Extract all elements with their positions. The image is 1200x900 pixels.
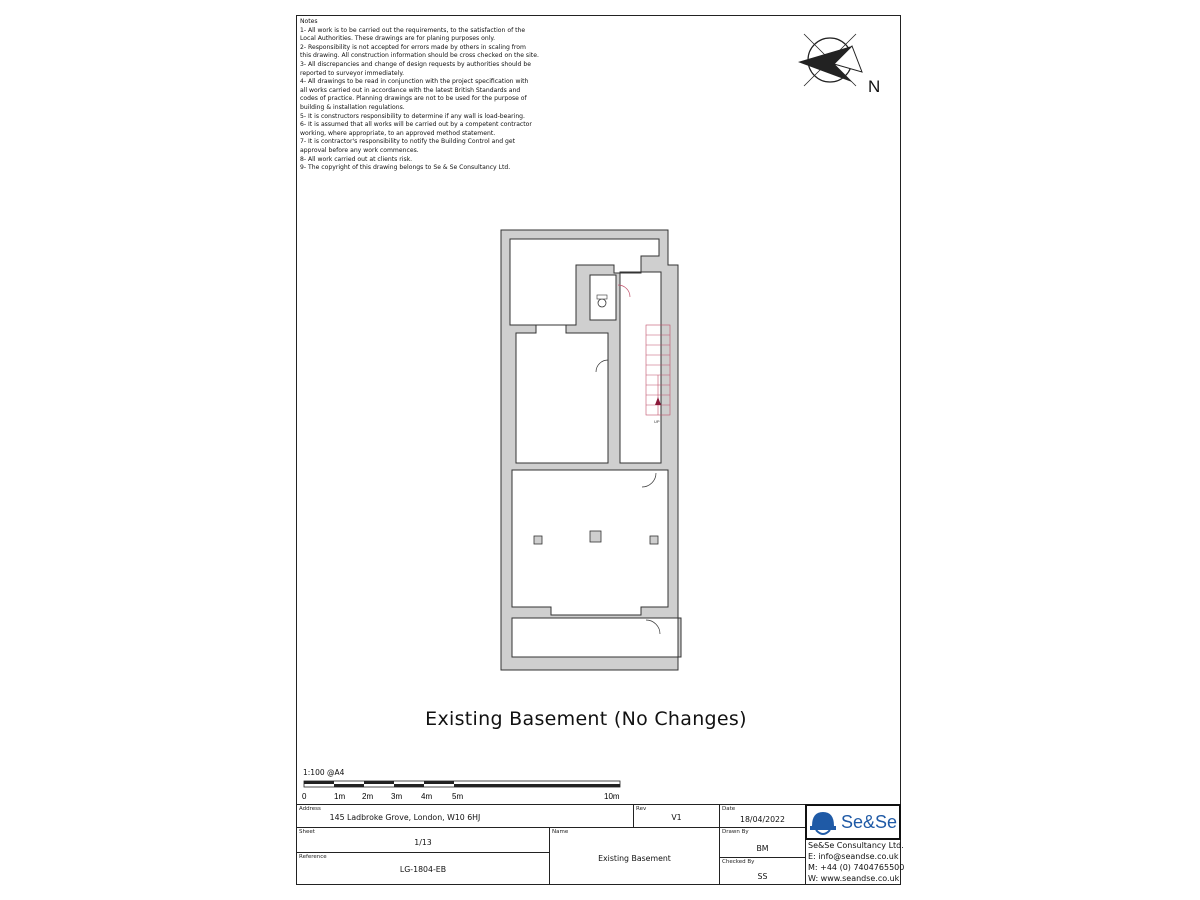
company-logo [805,804,901,840]
basement-floor-plan [496,225,696,675]
date-label: Date [722,806,736,812]
stair-direction-arrow [655,397,661,405]
reference-label: Reference [299,854,327,860]
note-line: reported to surveyor immediately. [300,69,405,77]
address-value: 145 Ladbroke Grove, London, W10 6HJ [329,813,481,822]
sheet-label: Sheet [299,829,315,835]
company-website: W: www.seandse.co.uk [808,874,900,883]
scale-tick: 2m [362,792,374,801]
rev-label: Rev [636,806,647,812]
scale-tick: 5m [452,792,464,801]
door-swing [646,620,660,634]
stair-label: UP [654,419,660,424]
scale-tick: 4m [421,792,433,801]
address-label: Address [299,806,321,812]
name-cell [549,827,720,885]
notes-block [300,18,560,173]
address-cell [296,804,634,828]
note-line: 8- All work carried out at clients risk. [300,155,413,163]
scale-bar [296,776,636,806]
door-swing [642,473,656,487]
note-line: this drawing. All construction information should be cross checked on the site. [300,52,539,60]
date-value: 18/04/2022 [740,815,785,824]
company-name: Se&Se Consultancy Ltd. [808,841,904,850]
scale-tick: 3m [391,792,403,801]
logo-text: Se&Se [841,812,898,832]
company-email: E: info@seandse.co.uk [808,852,899,861]
notes-heading: Notes [300,18,318,25]
checked-by-label: Checked By [722,859,755,865]
hard-hat-logo-icon [810,808,836,838]
drawing-title: Existing Basement (No Changes) [425,708,747,730]
reference-cell [296,852,550,885]
note-line: 6- It is assumed that all works will be carried out by a competent contractor [300,121,532,129]
note-line: Local Authorities. These drawings are for planing purposes only. [300,35,496,43]
north-arrow-icon [790,30,890,100]
column [534,536,542,544]
note-line: 7- It is contractor's responsibility to notify the Building Control and get [300,138,516,146]
note-line: 5- It is constructors responsibility to determine if any wall is load-bearing. [300,112,525,120]
company-mobile: M: +44 (0) 7404765500 [808,863,905,872]
name-label: Name [552,829,569,835]
checked-by-cell [719,857,806,885]
drawn-by-cell [719,827,806,858]
reference-value: LG-1804-EB [399,865,447,874]
scale-tick: 0 [302,792,307,801]
note-line: 9- The copyright of this drawing belongs to Se & Se Consultancy Ltd. [300,164,511,172]
note-line: building & installation regulations. [300,103,405,111]
sheet-cell [296,827,550,853]
wc-icon [598,299,606,307]
note-line: 4- All drawings to be read in conjunction with the project specification with [300,78,529,86]
drawn-by-value: BM [756,844,769,853]
note-line: working, where appropriate, to an approved method statement. [300,129,496,137]
scale-tick: 10m [604,792,620,801]
name-value: Existing Basement [598,854,671,863]
scale-label: 1:100 @A4 [303,768,345,777]
rev-cell [633,804,720,828]
checked-by-value: SS [757,872,768,881]
note-line: 3- All discrepancies and change of design requests by authorities should be [300,60,531,68]
column [650,536,658,544]
scale-tick: 1m [334,792,346,801]
note-line: 2- Responsibility is not accepted for errors made by others in scaling from [300,43,526,51]
north-label: N [868,77,881,96]
note-line: 1- All work is to be carried out the requirements, to the satisfaction of the [300,26,526,34]
note-line: codes of practice. Planning drawings are not to be used for the purpose of [300,95,527,103]
date-cell [719,804,806,828]
note-line: all works carried out in accordance with the latest British Standards and [300,86,521,94]
rev-value: V1 [671,813,682,822]
note-line: approval before any work commences. [300,146,419,154]
company-details [808,840,904,884]
column [590,531,601,542]
drawn-by-label: Drawn By [722,829,749,835]
sheet-value: 1/13 [414,838,432,847]
door-swing [596,360,608,372]
